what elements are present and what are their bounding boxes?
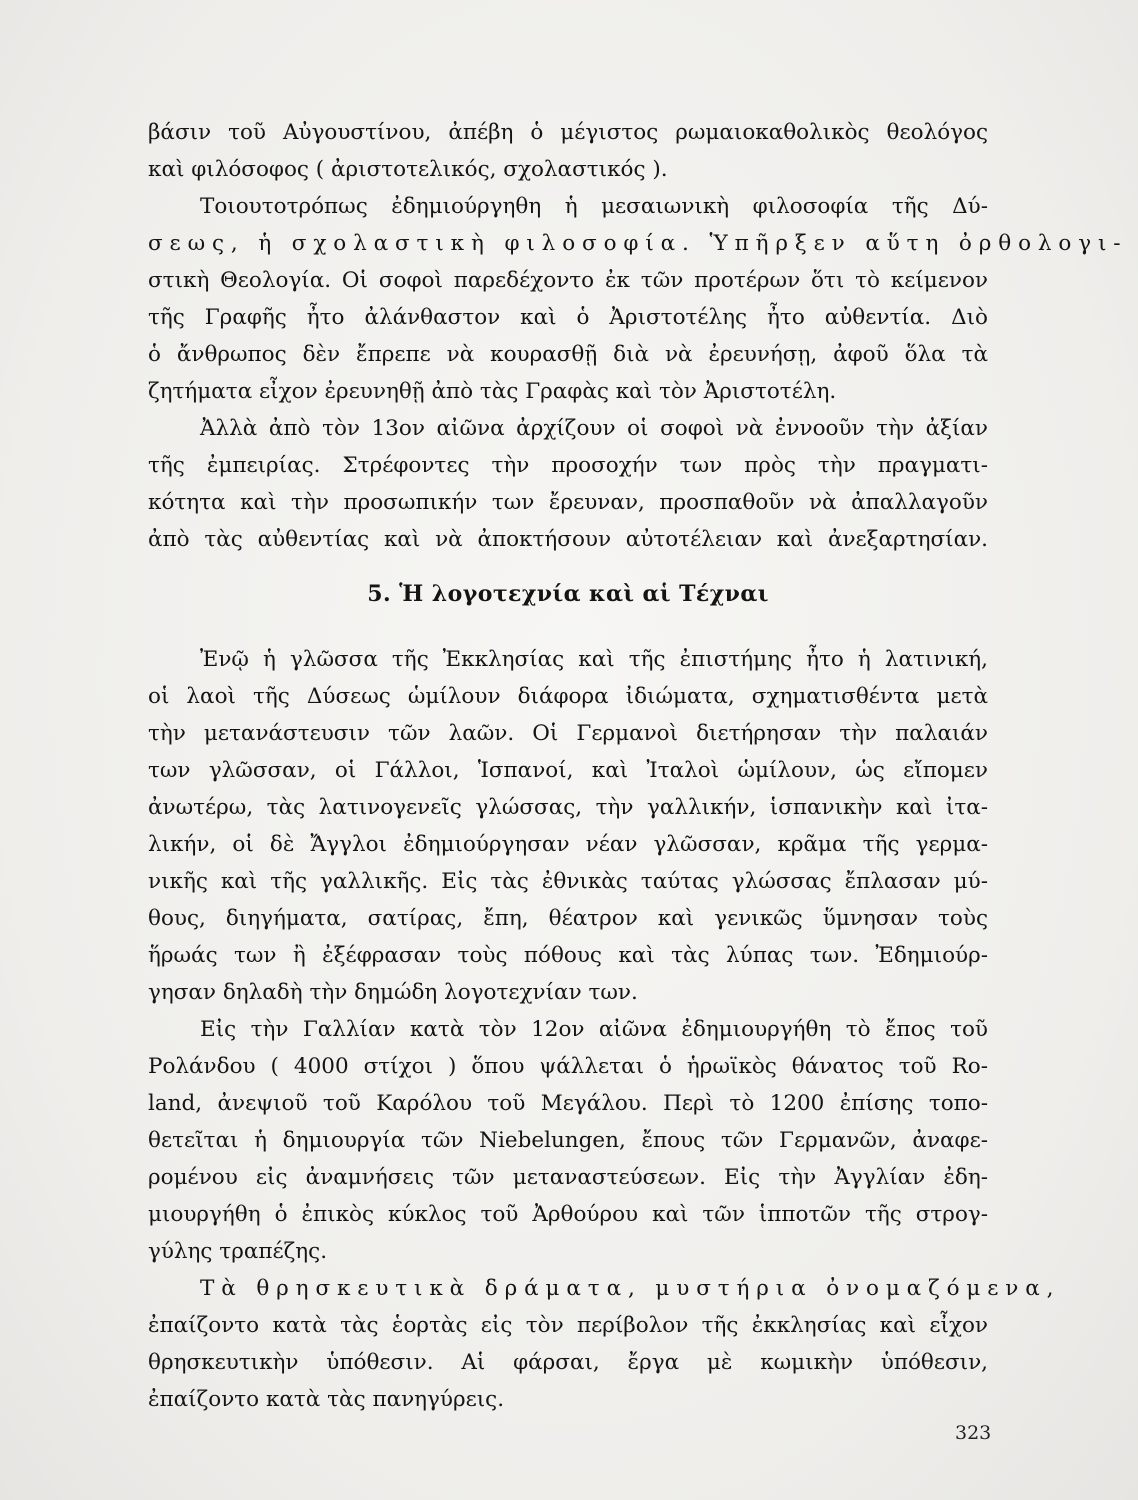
text-line: Εἰς τὴν Γαλλίαν κατὰ τὸν 12ον αἰῶνα ἐδημιουργήθη τὸ ἔπος τοῦ: [200, 1017, 988, 1042]
text-line: μιουργήθη ὁ ἐπικὸς κύκλος τοῦ Ἀρθούρου καὶ τῶν ἱπποτῶν τῆς στρογ-: [148, 1202, 988, 1227]
text-line: ἀπὸ τὰς αὐθεντίας καὶ νὰ ἀποκτήσουν αὐτοτέλειαν καὶ ἀνεξαρτησίαν.: [148, 527, 988, 552]
text-line: ὁ ἄνθρωπος δὲν ἔπρεπε νὰ κουρασθῇ διὰ νὰ ἐρευνήσῃ, ἀφοῦ ὅλα τὰ: [148, 342, 988, 367]
text-line: land, ἀνεψιοῦ τοῦ Καρόλου τοῦ Μεγάλου. Περὶ τὸ 1200 ἐπίσης τοπο-: [148, 1091, 988, 1116]
text-line: στικὴ Θεολογία. Οἱ σοφοὶ παρεδέχοντο ἐκ τῶν προτέρων ὅτι τὸ κείμενον: [148, 268, 988, 293]
text-line: των γλῶσσαν, οἱ Γάλλοι, Ἱσπανοί, καὶ Ἰταλοὶ ὡμίλουν, ὡς εἴπομεν: [148, 758, 988, 783]
text-line: γησαν δηλαδὴ τὴν δημώδη λογοτεχνίαν των.: [148, 980, 638, 1005]
text-line: ἥρωάς των ἢ ἐξέφρασαν τοὺς πόθους καὶ τὰς λύπας των. Ἐδημιούρ-: [148, 943, 988, 968]
text-line: νικῆς καὶ τῆς γαλλικῆς. Εἰς τὰς ἐθνικὰς ταύτας γλώσσας ἔπλασαν μύ-: [148, 869, 988, 894]
text-line: ρομένου εἰς ἀναμνήσεις τῶν μεταναστεύσεων. Εἰς τὴν Ἀγγλίαν ἐδη-: [148, 1165, 988, 1190]
text-line: θρησκευτικὴν ὑπόθεσιν. Αἱ φάρσαι, ἔργα μὲ κωμικὴν ὑπόθεσιν,: [148, 1350, 988, 1375]
text-line: Τοιουτοτρόπως ἐδημιούργηθη ἡ μεσαιωνικὴ φιλοσοφία τῆς Δύ-: [200, 194, 988, 219]
text-line: οἱ λαοὶ τῆς Δύσεως ὡμίλουν διάφορα ἰδιώματα, σχηματισθέντα μετὰ: [148, 684, 988, 709]
text-line: Ρολάνδου ( 4000 στίχοι ) ὅπου ψάλλεται ὁ ἡρωϊκὸς θάνατος τοῦ Ro-: [148, 1054, 988, 1079]
text-line: Ἐνῷ ἡ γλῶσσα τῆς Ἐκκλησίας καὶ τῆς ἐπιστήμης ἦτο ἡ λατινική,: [200, 647, 988, 672]
text-line: θετεῖται ἡ δημιουργία τῶν Niebelungen, ἔπους τῶν Γερμανῶν, ἀναφε-: [148, 1128, 988, 1153]
text-line: ἐπαίζοντο κατὰ τὰς ἑορτὰς εἰς τὸν περίβολον τῆς ἐκκλησίας καὶ εἶχον: [148, 1313, 988, 1338]
text-line: τὴν μετανάστευσιν τῶν λαῶν. Οἱ Γερμανοὶ διετήρησαν τὴν παλαιάν: [148, 721, 988, 746]
text-line: βάσιν τοῦ Αὐγουστίνου, ἀπέβη ὁ μέγιστος ρωμαιοκαθολικὸς θεολόγος: [148, 120, 988, 145]
text-line: γύλης τραπέζης.: [148, 1239, 328, 1264]
text-block-literature: [148, 641, 1061, 1418]
text-block-scholasticism: [148, 114, 1128, 558]
text-line: τῆς Γραφῆς ἦτο ἀλάνθαστον καὶ ὁ Ἀριστοτέλης ἦτο αὐθεντία. Διὸ: [148, 305, 988, 330]
text-line: ἀνωτέρω, τὰς λατινογενεῖς γλώσσας, τὴν γαλλικήν, ἱσπανικὴν καὶ ἰτα-: [148, 795, 988, 820]
text-line: ἐπαίζοντο κατὰ τὰς πανηγύρεις.: [148, 1387, 505, 1412]
text-line: θους, διηγήματα, σατίρας, ἔπη, θέατρον καὶ γενικῶς ὕμνησαν τοὺς: [148, 906, 988, 931]
section-heading: 5. Ἡ λογοτεχνία καὶ αἱ Τέχναι: [367, 581, 769, 607]
page-number: 323: [955, 1422, 992, 1444]
text-line: τῆς ἐμπειρίας. Στρέφοντες τὴν προσοχήν των πρὸς τὴν πραγματι-: [148, 453, 988, 478]
text-line: ζητήματα εἶχον ἐρευνηθῇ ἀπὸ τὰς Γραφὰς καὶ τὸν Ἀριστοτέλη.: [148, 379, 837, 404]
text-line: καὶ φιλόσοφος ( ἀριστοτελικός, σχολαστικός ).: [148, 157, 668, 182]
text-line: λικήν, οἱ δὲ Ἄγγλοι ἐδημιούργησαν νέαν γλῶσσαν, κρᾶμα τῆς γερμα-: [148, 832, 988, 857]
text-line: κότητα καὶ τὴν προσωπικήν των ἔρευναν, προσπαθοῦν νὰ ἀπαλλαγοῦν: [148, 490, 988, 515]
text-line: Τὰ θρησκευτικὰ δράματα, μυστήρια ὀνομαζόμενα,: [200, 1276, 1061, 1301]
text-line: Ἀλλὰ ἀπὸ τὸν 13ον αἰῶνα ἀρχίζουν οἱ σοφοὶ νὰ ἐννοοῦν τὴν ἀξίαν: [200, 416, 988, 441]
text-line: σεως, ἡ σχολαστικὴ φιλοσοφία. Ὑπῆρξεν αὕτη ὀρθολογι-: [148, 231, 1128, 256]
